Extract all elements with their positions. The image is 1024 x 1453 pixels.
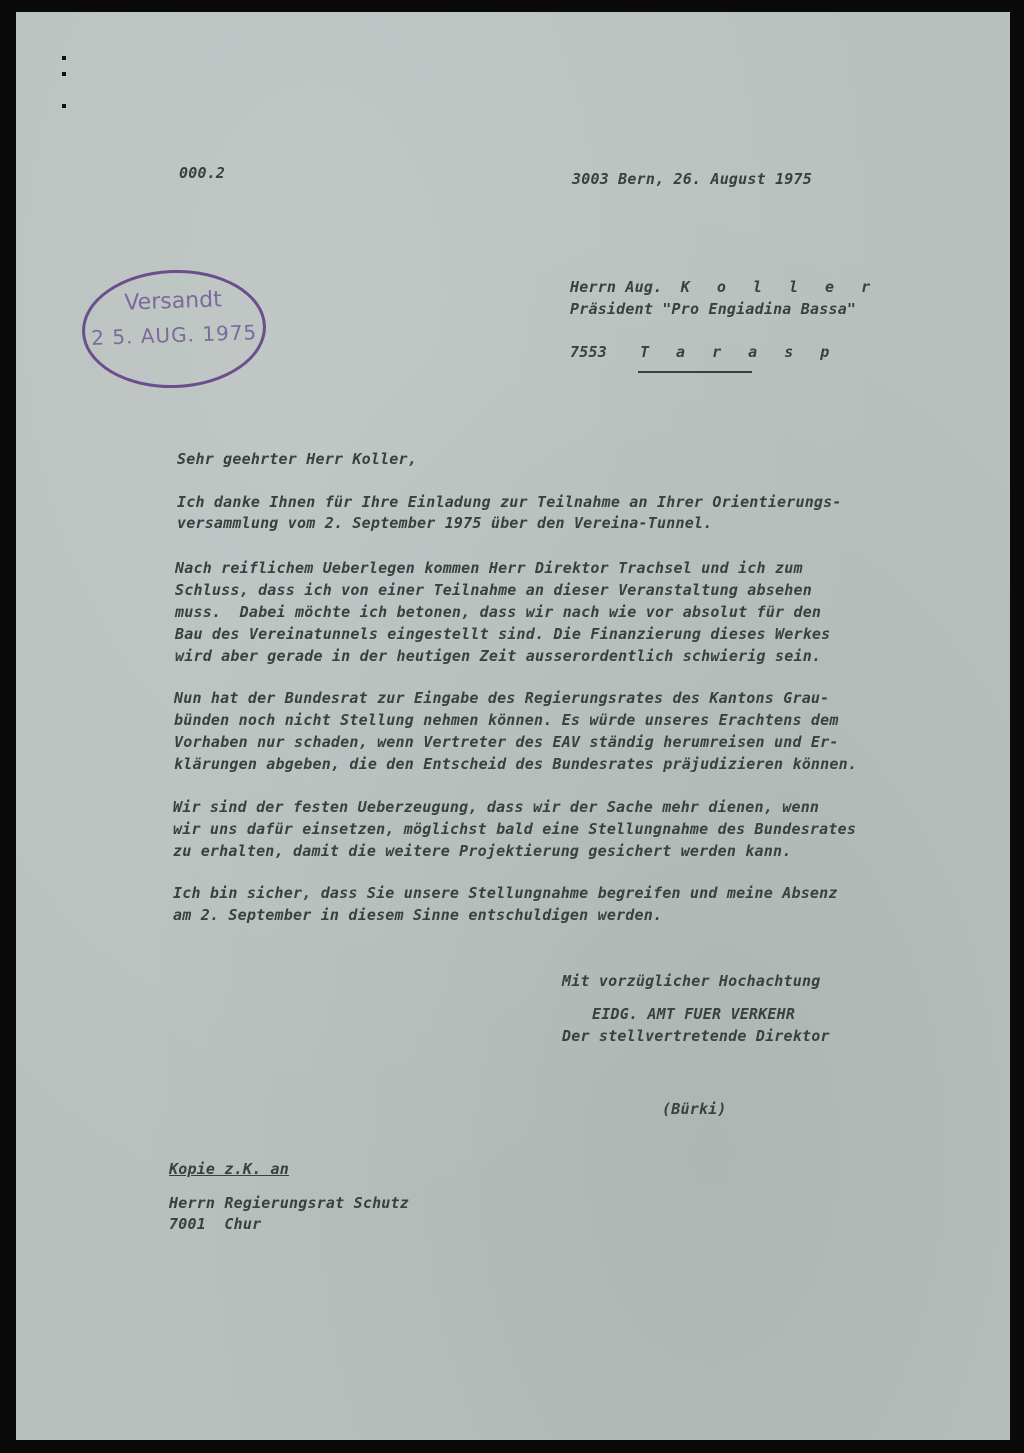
p3-line: Nun hat der Bundesrat zur Eingabe des Regierungsrates des Kantons Grau- [174,689,830,707]
p5-line: Ich bin sicher, dass Sie unsere Stellungnahme begreifen und meine Absenz [173,884,838,902]
recipient-city: T a r a s p [640,343,839,361]
p4-line: wir uns dafür einsetzen, möglichst bald eine Stellungnahme des Bundesrates [173,820,857,838]
copy-recipient: Herrn Regierungsrat Schutz [169,1194,409,1212]
closing-formula: Mit vorzüglicher Hochachtung [562,972,821,990]
recipient-postcode: 7553 [570,343,607,361]
salutation: Sehr geehrter Herr Koller, [177,450,417,468]
p2-line: Schluss, dass ich von einer Teilnahme an dieser Veranstaltung absehen [175,581,812,599]
city-underline [638,371,752,373]
p2-line: Bau des Vereinatunnels eingestellt sind. Die Finanzierung dieses Werkes [175,625,831,643]
place-date: 3003 Bern, 26. August 1975 [572,170,812,188]
recipient-name: K o l l e r [680,278,880,296]
recipient-line1 [570,276,879,298]
p3-line: klärungen abgeben, die den Entscheid des Bundesrates präjudizieren können. [174,755,858,773]
recipient-prefix: Herrn Aug. [570,278,663,296]
p1-line: versammlung vom 2. September 1975 über den Vereina-Tunnel. [177,514,713,532]
p3-line: bünden noch nicht Stellung nehmen können. Es würde unseres Erachtens dem [174,711,839,729]
p4-line: zu erhalten, damit die weitere Projektierung gesichert werden kann. [173,842,792,860]
p2-line: muss. Dabei möchte ich betonen, dass wir nach wie vor absolut für den [175,603,822,621]
copy-place: 7001 Chur [169,1215,262,1233]
recipient-line2: Präsident "Pro Engiadina Bassa" [570,300,857,318]
office-name: EIDG. AMT FUER VERKEHR [592,1005,796,1023]
stamp-date: 2 5. AUG. 1975 [90,320,258,350]
stamp-label: Versandt [123,287,223,316]
signer-title: Der stellvertretende Direktor [562,1027,830,1045]
p4-line: Wir sind der festen Ueberzeugung, dass wir der Sache mehr dienen, wenn [173,798,820,816]
p1-line: Ich danke Ihnen für Ihre Einladung zur Teilnahme an Ihrer Orientierungs- [177,493,842,511]
copy-heading: Kopie z.K. an [169,1160,289,1178]
p2-line: wird aber gerade in der heutigen Zeit ausserordentlich schwierig sein. [175,647,822,665]
p2-line: Nach reiflichem Ueberlegen kommen Herr Direktor Trachsel und ich zum [175,559,803,577]
reference-number: 000.2 [179,164,226,182]
p3-line: Vorhaben nur schaden, wenn Vertreter des EAV ständig herumreisen und Er- [174,733,839,751]
signer-name: (Bürki) [662,1100,727,1118]
p5-line: am 2. September in diesem Sinne entschuldigen werden. [173,906,663,924]
